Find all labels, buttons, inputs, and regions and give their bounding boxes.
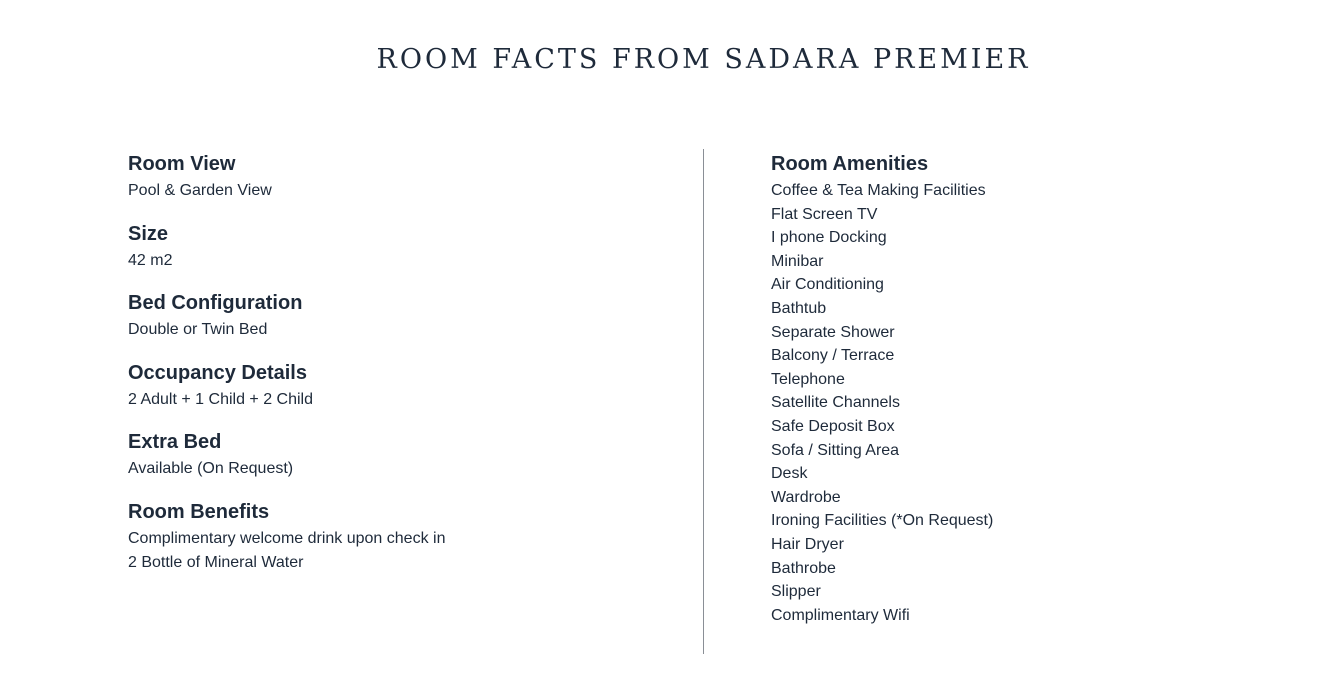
list-item: Hair Dryer [771,535,844,553]
section-extra-bed [128,428,668,481]
section-heading: Bed Configuration [128,292,303,315]
section-heading: Size [128,222,169,245]
list-item: Desk [771,465,808,483]
section-room-benefits [128,498,668,574]
section-heading: Room Amenities [771,153,929,175]
section-heading: Room View [128,153,236,175]
list-item: Separate Shower [771,323,895,341]
list-item: Slipper [771,583,821,601]
column-divider [703,149,704,654]
section-heading: Occupancy Details [128,361,307,384]
list-item: Minibar [771,252,824,270]
list-item: Bathrobe [771,559,836,577]
section-heading: Extra Bed [128,431,222,454]
section-room-view [128,150,668,203]
section-bed-configuration [128,289,668,342]
section-value: 2 Bottle of Mineral Water [128,553,304,571]
section-value: 42 m2 [128,251,173,269]
list-item: Bathtub [771,299,827,317]
room-amenities-column [771,150,1251,627]
list-item: I phone Docking [771,229,887,247]
list-item: Ironing Facilities (*On Request) [771,512,994,530]
list-item: Coffee & Tea Making Facilities [771,182,986,199]
section-size [128,220,668,273]
room-facts-column [128,150,668,591]
list-item: Complimentary Wifi [771,606,910,624]
section-value: Double or Twin Bed [128,321,268,339]
list-item: Wardrobe [771,488,841,506]
section-value: 2 Adult + 1 Child + 2 Child [128,390,314,408]
section-value: Complimentary welcome drink upon check in [128,529,446,547]
list-item: Safe Deposit Box [771,417,895,435]
list-item: Air Conditioning [771,276,884,294]
amenities-list [771,179,1251,627]
section-occupancy-details [128,359,668,412]
list-item: Flat Screen TV [771,205,878,223]
section-value: Pool & Garden View [128,182,272,199]
page-title: ROOM FACTS FROM SADARA PREMIER [376,44,1031,75]
section-value: Available (On Request) [128,460,294,478]
list-item: Balcony / Terrace [771,347,895,365]
list-item: Sofa / Sitting Area [771,441,900,459]
list-item: Satellite Channels [771,394,900,412]
list-item: Telephone [771,370,845,388]
section-heading: Room Benefits [128,500,270,523]
